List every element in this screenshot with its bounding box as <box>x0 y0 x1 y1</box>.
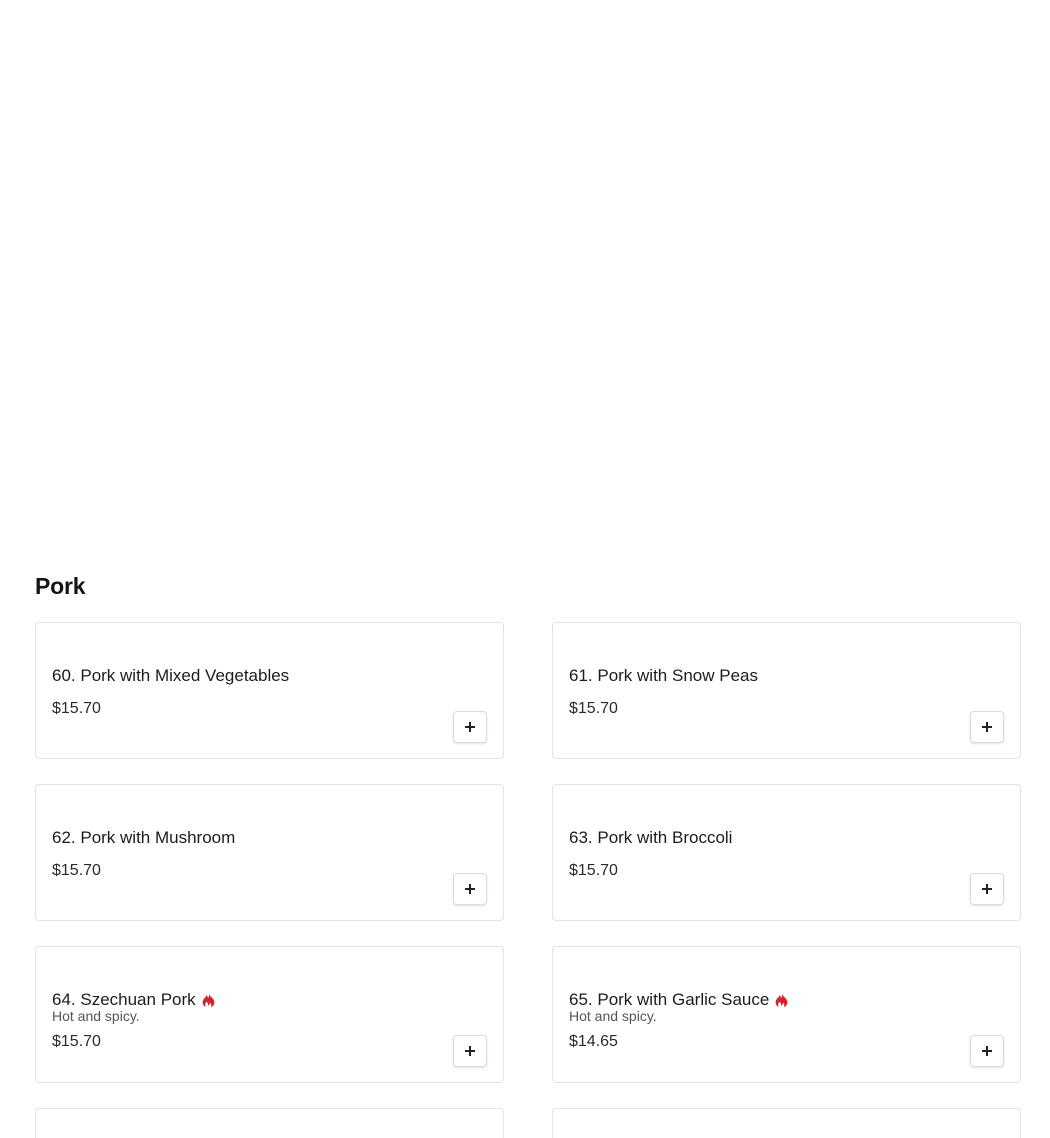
menu-item-price: $15.70 <box>52 1033 101 1050</box>
plus-icon <box>982 884 992 894</box>
menu-item-grid <box>35 622 1021 1138</box>
menu-item-card[interactable] <box>552 784 1021 921</box>
menu-item-description: Hot and spicy. <box>569 1008 657 1024</box>
plus-icon <box>465 1046 475 1056</box>
menu-item-card[interactable] <box>552 946 1021 1083</box>
content-placeholder <box>0 0 1050 560</box>
menu-item-name-row <box>52 990 216 1010</box>
menu-item-name: 64. Szechuan Pork <box>52 990 196 1009</box>
menu-item-price: $14.65 <box>569 1033 618 1050</box>
menu-item-card-partial[interactable] <box>552 1108 1021 1138</box>
menu-item-card[interactable] <box>35 946 504 1083</box>
plus-icon <box>465 884 475 894</box>
menu-item-name: 61. Pork with Snow Peas <box>569 666 758 685</box>
menu-item-name-row <box>52 666 289 686</box>
menu-item-card[interactable] <box>35 784 504 921</box>
menu-item-card[interactable] <box>552 622 1021 759</box>
add-to-cart-button[interactable] <box>453 711 487 743</box>
menu-item-name-row <box>569 990 789 1010</box>
plus-icon <box>465 722 475 732</box>
menu-item-name: 65. Pork with Garlic Sauce <box>569 990 770 1009</box>
menu-item-price: $15.70 <box>52 700 101 717</box>
menu-item-name-row <box>52 828 235 848</box>
add-to-cart-button[interactable] <box>970 711 1004 743</box>
menu-item-price: $15.70 <box>52 862 101 879</box>
section-title: Pork <box>35 573 86 599</box>
menu-item-name-row <box>569 828 732 848</box>
menu-item-price: $15.70 <box>569 700 618 717</box>
add-to-cart-button[interactable] <box>453 1035 487 1067</box>
menu-item-card[interactable] <box>35 622 504 759</box>
add-to-cart-button[interactable] <box>453 873 487 905</box>
add-to-cart-button[interactable] <box>970 873 1004 905</box>
menu-item-card-partial[interactable] <box>35 1108 504 1138</box>
plus-icon <box>982 722 992 732</box>
flame-icon <box>775 993 789 1008</box>
menu-item-name-row <box>569 666 758 686</box>
menu-item-name: 63. Pork with Broccoli <box>569 828 733 847</box>
menu-item-price: $15.70 <box>569 862 618 879</box>
flame-icon <box>202 993 216 1008</box>
plus-icon <box>982 1046 992 1056</box>
add-to-cart-button[interactable] <box>970 1035 1004 1067</box>
menu-item-name: 60. Pork with Mixed Vegetables <box>52 666 290 685</box>
menu-item-name: 62. Pork with Mushroom <box>52 828 236 847</box>
menu-item-description: Hot and spicy. <box>52 1008 140 1024</box>
